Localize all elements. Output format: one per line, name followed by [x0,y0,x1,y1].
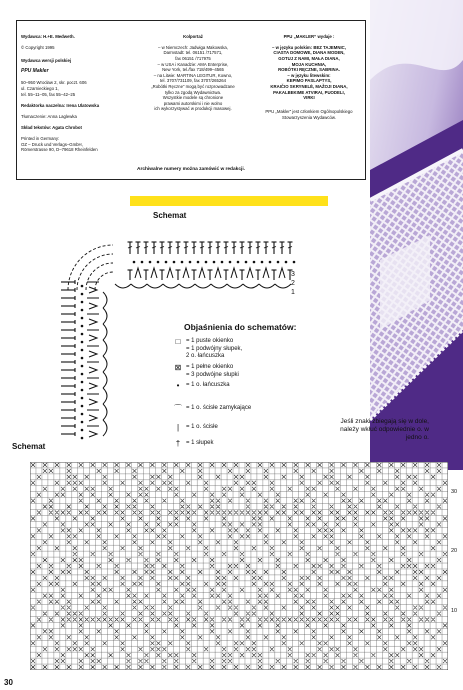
chain-arc [163,284,179,288]
stitch-mark [89,351,97,357]
chain-arc [103,308,107,324]
stitch-mark [89,431,97,437]
filet-chart-grid [30,462,448,670]
chain-dot [205,261,208,264]
chain-dot [81,429,84,432]
legend-text: = 1 puste okienko = 1 podwójny słupek, 2 o. łańcuszka [186,338,243,359]
chain-arc [275,284,291,288]
publisher-line: Wydawca: H.+E. Medweth. [21,33,75,39]
stitch-mark [167,268,173,278]
chain-dot [157,261,160,264]
legend-note: Jeśli znaki zbiegają się w dole, należy wkłuć odpowiednie o. w jedno o. [340,418,429,441]
stitch-mark [89,335,97,341]
page-number: 30 [4,678,13,687]
chain-dot [181,261,184,264]
chain-arc [103,404,107,420]
legend-text: = 1 o. ścisłe zamykające [186,405,252,411]
filet-chart-title: Schemat [12,442,46,451]
row-number-label: 2 [291,280,295,287]
stitch-mark [183,268,189,278]
stitch-mark [231,268,237,278]
chain-dot [81,373,84,376]
corner-arc [86,263,113,290]
chain-dot [133,261,136,264]
chain-arc [259,284,275,288]
stitch-mark [89,367,97,373]
row-number-label: 1 [291,289,295,296]
membership-note: PPU „Makler” jest członkiem Ogólnopolskiego Stowarzyszenia Wydawców. [265,109,353,120]
stitch-mark [135,268,141,278]
legend-symbol-icon: † [175,439,181,448]
stitch-mark [247,268,253,278]
stitch-mark [199,268,205,278]
filet-row-number: 20 [451,548,458,555]
distribution-column [138,28,248,118]
chain-dot [269,261,272,264]
chain-arc [103,356,107,372]
chain-dot [293,261,296,264]
stitch-mark [151,268,157,278]
chain-arc [103,292,107,308]
chain-dot [229,261,232,264]
legend-symbol-icon: ⊠ [174,363,182,372]
imprint-box [16,20,366,180]
chain-arc [131,284,147,288]
chain-dot [81,285,84,288]
legend-symbol-icon: • [176,381,180,390]
stitch-mark [89,383,97,389]
chain-dot [81,333,84,336]
publisher-column [21,28,129,159]
corner-arc [77,254,113,290]
titles-column [255,28,363,126]
typesetting-line: Skład tekstów: Agata Chrobot [21,125,82,131]
titles-heading: PPU „MAKLER” wydaje : [283,33,335,39]
editor-line: Redaktorka naczelna: Irena Ulatowska [21,102,100,108]
symbol-diagram-title: Schemat [153,211,187,220]
chain-dot [221,261,224,264]
legend-symbol-icon: | [176,423,180,432]
legend-text: = 1 o. ścisłe [186,424,218,430]
chain-arc [103,340,107,356]
legend-symbol-icon: ⌒ [174,404,182,413]
stitch-mark [89,303,97,309]
chain-arc [243,284,259,288]
chain-arc [103,388,107,404]
chain-dot [197,261,200,264]
chain-dot [81,317,84,320]
chain-dot [81,293,84,296]
chain-arc [147,284,163,288]
stitch-mark [263,268,269,278]
chain-dot [189,261,192,264]
chain-dot [253,261,256,264]
printer-block: Printed in Germany: OZ – Druck und Verlags–GmbH, Römerstrasse 90, D–79618 Rheinfelden [21,136,98,153]
chain-arc [179,284,195,288]
stitch-mark [89,415,97,421]
legend-title: Objaśnienia do schematów: [184,322,297,332]
chain-dot [149,261,152,264]
chain-dot [245,261,248,264]
chain-dot [81,413,84,416]
legend-symbol-icon: □ [175,337,181,346]
chain-dot [213,261,216,264]
distribution-title: Kolportaż [183,33,203,39]
stitch-mark [89,287,97,293]
makler-logo-text: PPU Makler [21,68,49,75]
chain-dot [141,261,144,264]
chain-dot [81,325,84,328]
row-number-label: 3 [291,271,295,278]
chain-arc [103,420,107,436]
chain-dot [261,261,264,264]
chain-dot [81,301,84,304]
stitch-mark [89,319,97,325]
polish-edition-line: Wydawca wersji polskiej [21,57,72,63]
chain-dot [81,405,84,408]
chain-dot [81,357,84,360]
corner-arc [95,272,113,290]
titles-list: – w języku polskim: BEZ TAJEMNIC, CIASTA DOMOWE, DIANA MODEN, GOTUJ Z NAMI, MAŁA DIANA, MOJA KUCHNIA, ROBÓTKI RĘCZNE, SABRINA. – w języku litewskim: KEPIMO PASLAPTYS, KRAIČIO SKRYNELĖ, MAŽOJI DIANA, PAKALBEKIME ATVIRAI, PUODELI, VIRKI [270,44,348,101]
chain-dot [81,309,84,312]
lace-photo [370,0,463,470]
chain-arc [103,324,107,340]
chain-dot [237,261,240,264]
chain-dot [81,341,84,344]
chain-dot [277,261,280,264]
chain-dot [81,437,84,440]
chain-dot [173,261,176,264]
chain-arc [227,284,243,288]
legend-text: = 1 pełne okienko = 3 podwójne słupki [186,364,239,378]
legend-text: = 1 słupek [186,440,214,446]
chain-arc [103,372,107,388]
stitch-mark [89,399,97,405]
chain-dot [165,261,168,264]
legend-text: = 1 o. łańcuszka [186,382,230,388]
address-block: 50–950 Wrocław 2, skr. poczt. 606 ul. Czarnieckiego 1, tel. 55–11–05, fax 55–42–25 [21,80,87,97]
chain-arc [115,284,131,288]
stitch-mark [215,268,221,278]
chain-dot [81,349,84,352]
stitch-mark [279,268,285,278]
copyright-line: © Copyright 1995 [21,44,55,50]
chain-dot [81,421,84,424]
archive-note: Archiwalne numery można zamówić w redakcji. [137,167,245,172]
chain-arc [195,284,211,288]
chain-dot [81,389,84,392]
filet-row-number: 10 [451,607,458,614]
highlight-bar [130,196,328,206]
chain-arc [211,284,227,288]
filet-row-number: 30 [451,488,458,495]
distribution-text: – w Niemczech: Jadwiga Makowska, Darmstadt: tel. 06151 /717571, fax 06151 /717975 – w USA i Kanadzie: AMA Enterprise, New York, tel./fax 718/499–4565 – na Litwie: MARTINA LEGITUR, Kowno, tel. 3707/731109, fax 3707/265264 „Robótki Ręczne” mogą być rozprowadzane tylko za zgodą Wydawnictwa. Wszystkie modele są chronione prawami autorskimi i nie wolno ich wykorzystywać w produkcji masowej. [151,44,235,112]
chain-dot [81,365,84,368]
translation-line: Tłumaczenie: Anna Laglewka [21,113,77,119]
chain-dot [81,381,84,384]
chain-dot [285,261,288,264]
chain-dot [81,397,84,400]
